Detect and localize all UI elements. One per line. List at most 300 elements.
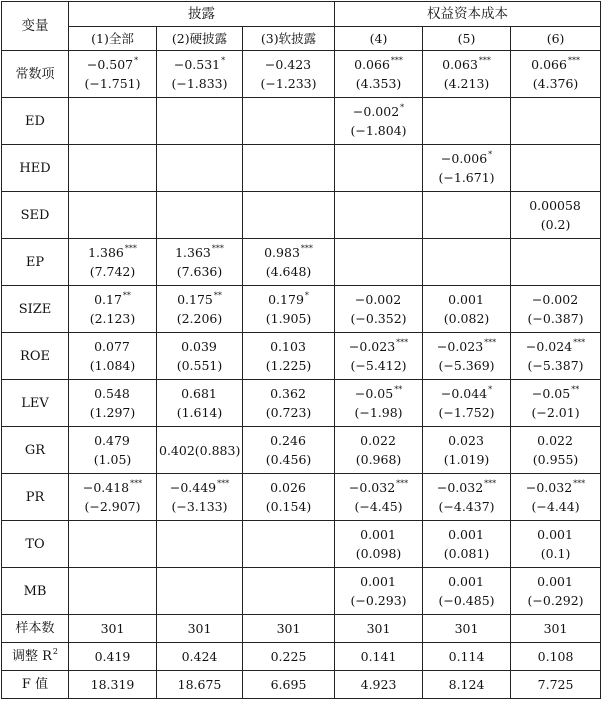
coefficient: −0.023 [436,339,484,354]
coefficient-line [71,478,154,497]
coefficient: −0.423 [264,57,312,72]
summary-value: 301 [423,615,511,643]
table-cell [157,568,243,615]
significance-stars: *** [124,244,137,253]
coefficient-line [159,337,240,356]
coefficient-line [513,196,598,215]
coefficient: 0.077 [94,339,130,354]
summary-label-text: 样本数 [15,621,55,636]
coefficient: 0.17 [94,292,122,307]
t-statistic: (−1.804) [350,123,407,138]
t-statistic: (0.723) [265,405,312,420]
t-statistic: (−0.293) [350,593,407,608]
table-cell [511,333,601,380]
coefficient: −0.449 [169,480,217,495]
t-statistic: (0.081) [443,546,490,561]
row-label: 常数项 [2,51,69,98]
significance-stars: *** [573,479,586,488]
summary-label-text: 调整 R [11,649,52,664]
coefficient: −0.032 [525,480,573,495]
coefficient-line [337,290,420,309]
summary-value: 301 [511,615,601,643]
coefficient-line [513,55,598,74]
t-statistic: (−4.45) [354,499,403,514]
cost-of-equity-group-header: 权益资本成本 [335,2,601,27]
significance-stars: * [134,56,139,65]
summary-value: 8.124 [423,671,511,699]
summary-value: 301 [69,615,157,643]
coefficient-line [71,337,154,356]
table-row [2,98,601,145]
coefficient: −0.002 [354,292,402,307]
row-label: PR [2,474,69,521]
coefficient-line [425,384,508,403]
t-statistic: (2.123) [89,311,136,326]
coefficient-line [71,243,154,262]
variable-header: 变量 [2,2,69,51]
coefficient-line [159,478,240,497]
coefficient-line [245,431,332,450]
coefficient-line [337,478,420,497]
coefficient: 0.066 [354,57,390,72]
table-cell [335,192,423,239]
table-cell [511,568,601,615]
coefficient: 0.001 [360,574,396,589]
significance-stars: ** [394,385,403,394]
column-header-4: (4) [335,27,423,51]
coefficient: 0.001 [360,527,396,542]
table-cell [511,427,601,474]
significance-stars: *** [484,338,497,347]
t-statistic: (7.636) [176,264,223,279]
table-cell [243,380,335,427]
coefficient: 0.479 [94,433,130,448]
t-statistic: (1.297) [89,405,136,420]
coefficient: 0.103 [270,339,306,354]
table-cell [335,286,423,333]
significance-stars: *** [211,244,224,253]
significance-stars: *** [484,479,497,488]
coefficient-line [513,525,598,544]
coefficient-line [71,431,154,450]
table-cell [335,333,423,380]
t-statistic: (0.551) [176,358,223,373]
significance-stars: *** [217,479,230,488]
table-body [2,51,601,699]
table-cell [423,380,511,427]
coefficient: 1.386 [88,245,124,260]
table-cell [69,51,157,98]
t-statistic: (−0.485) [438,593,495,608]
table-cell [335,568,423,615]
table-cell [69,286,157,333]
coefficient: 0.175 [177,292,213,307]
coefficient: 0.039 [181,339,217,354]
table-cell [423,239,511,286]
table-row [2,192,601,239]
table-cell [423,192,511,239]
table-cell [157,333,243,380]
coefficient: −0.531 [173,57,221,72]
table-cell [335,239,423,286]
significance-stars: *** [130,479,143,488]
table-cell [243,145,335,192]
coefficient-line [425,337,508,356]
coefficient-line [513,478,598,497]
significance-stars: *** [390,56,403,65]
table-cell [335,51,423,98]
t-statistic: (4.213) [443,76,490,91]
table-cell [423,568,511,615]
significance-stars: * [221,56,226,65]
table-cell [511,521,601,568]
coefficient: 0.001 [448,574,484,589]
table-cell [335,521,423,568]
row-label: EP [2,239,69,286]
table-cell [243,568,335,615]
significance-stars: * [304,291,309,300]
table-cell [335,427,423,474]
row-label: SED [2,192,69,239]
table-cell [69,427,157,474]
inline-value: 0.402(0.883) [159,442,241,458]
coefficient-line [425,572,508,591]
table-row [2,380,601,427]
significance-stars: *** [396,338,409,347]
table-cell [243,286,335,333]
table-cell [157,51,243,98]
t-statistic: (1.05) [93,452,132,467]
coefficient: 1.363 [175,245,211,260]
coefficient-line [245,55,332,74]
summary-row [2,671,601,699]
coefficient: −0.002 [531,292,579,307]
table-cell [69,98,157,145]
summary-value: 0.114 [423,643,511,671]
table-cell [157,145,243,192]
table-cell [243,192,335,239]
coefficient-line [513,384,598,403]
t-statistic: (0.2) [540,217,571,232]
t-statistic: (−5.387) [527,358,584,373]
coefficient: 0.983 [264,245,300,260]
t-statistic: (−1.671) [438,170,495,185]
coefficient-line [513,572,598,591]
table-cell [335,98,423,145]
table-cell [157,98,243,145]
coefficient: −0.044 [440,386,488,401]
summary-label [2,671,69,699]
coefficient: 0.246 [270,433,306,448]
table-cell [511,51,601,98]
t-statistic: (−1.833) [171,76,228,91]
coefficient-line [513,337,598,356]
coefficient: 0.066 [531,57,567,72]
table-cell [423,521,511,568]
summary-value: 0.141 [335,643,423,671]
t-statistic: (1.614) [176,405,223,420]
coefficient-line [71,55,154,74]
coefficient: 0.001 [537,527,573,542]
summary-row [2,615,601,643]
t-statistic: (−1.233) [260,76,317,91]
table-cell [69,521,157,568]
coefficient: 0.001 [448,292,484,307]
table-cell [157,427,243,474]
coefficient-line [159,55,240,74]
t-statistic: (−1.751) [84,76,141,91]
table-cell [69,192,157,239]
row-label: GR [2,427,69,474]
table-cell [157,521,243,568]
coefficient-line [245,478,332,497]
summary-value: 301 [335,615,423,643]
coefficient: −0.032 [436,480,484,495]
disclosure-group-header: 披露 [69,2,335,27]
table-cell [511,192,601,239]
summary-label [2,615,69,643]
t-statistic: (2.206) [176,311,223,326]
table-cell [69,380,157,427]
t-statistic: (1.084) [89,358,136,373]
coefficient-line [337,384,420,403]
table-cell [335,474,423,521]
table-cell [157,286,243,333]
coefficient-line [159,384,240,403]
coefficient: 0.179 [268,292,304,307]
coefficient-line [245,243,332,262]
column-header-1: (1)全部 [69,27,157,51]
table-cell [69,333,157,380]
summary-value: 301 [157,615,243,643]
significance-stars: * [488,385,493,394]
table-row [2,521,601,568]
t-statistic: (−0.387) [527,311,584,326]
coefficient-line [337,337,420,356]
t-statistic: (−4.44) [531,499,580,514]
summary-label-text: F 值 [21,677,49,692]
coefficient: −0.024 [525,339,573,354]
table-row [2,474,601,521]
summary-value: 0.424 [157,643,243,671]
table-cell [157,474,243,521]
t-statistic: (1.019) [443,452,490,467]
row-label: SIZE [2,286,69,333]
summary-value: 7.725 [511,671,601,699]
table-cell [243,521,335,568]
coefficient: 0.00058 [529,198,581,213]
coefficient: −0.507 [86,57,134,72]
table-cell [157,239,243,286]
significance-stars: *** [396,479,409,488]
coefficient-line [513,431,598,450]
summary-value: 0.419 [69,643,157,671]
coefficient-line [425,55,508,74]
coefficient: 0.063 [442,57,478,72]
row-label: LEV [2,380,69,427]
row-label: TO [2,521,69,568]
table-cell [243,239,335,286]
coefficient-line [337,102,420,121]
column-header-3: (3)软披露 [243,27,335,51]
table-cell [423,145,511,192]
coefficient-line [71,290,154,309]
coefficient-line [513,290,598,309]
coefficient: 0.681 [181,386,217,401]
summary-value: 18.319 [69,671,157,699]
coefficient: −0.05 [354,386,394,401]
t-statistic: (0.968) [355,452,402,467]
coefficient-line [337,55,420,74]
table-cell [69,568,157,615]
t-statistic: (−1.752) [438,405,495,420]
coefficient: 0.022 [537,433,573,448]
significance-stars: * [400,103,405,112]
table-row [2,239,601,286]
t-statistic: (−2.01) [531,405,580,420]
table-cell [423,51,511,98]
table-row [2,51,601,98]
row-label: MB [2,568,69,615]
table-cell [423,474,511,521]
t-statistic: (0.154) [265,499,312,514]
coefficient-line [245,337,332,356]
table-cell [243,427,335,474]
table-cell [69,239,157,286]
row-label: HED [2,145,69,192]
significance-stars: * [488,150,493,159]
table-row [2,568,601,615]
table-cell [69,145,157,192]
coefficient: 0.026 [270,480,306,495]
t-statistic: (4.353) [355,76,402,91]
significance-stars: *** [478,56,491,65]
column-header-2: (2)硬披露 [157,27,243,51]
significance-stars: ** [122,291,131,300]
table-cell [243,333,335,380]
coefficient: 0.548 [94,386,130,401]
row-label: ROE [2,333,69,380]
coefficient-line [71,384,154,403]
summary-label [2,643,69,671]
coefficient-line [425,478,508,497]
table-cell [243,98,335,145]
t-statistic: (1.225) [265,358,312,373]
t-statistic: (0.955) [532,452,579,467]
summary-value: 301 [243,615,335,643]
summary-value: 6.695 [243,671,335,699]
t-statistic: (−1.98) [354,405,403,420]
table-cell [157,192,243,239]
significance-stars: *** [567,56,580,65]
coefficient-line [245,384,332,403]
significance-stars: ** [213,291,222,300]
coefficient: −0.05 [531,386,571,401]
significance-stars: ** [571,385,580,394]
t-statistic: (−4.437) [438,499,495,514]
t-statistic: (−2.907) [84,499,141,514]
table-cell [335,380,423,427]
summary-value: 0.225 [243,643,335,671]
coefficient: −0.032 [348,480,396,495]
column-header-6: (6) [511,27,601,51]
coefficient-line [425,290,508,309]
table-cell [511,98,601,145]
t-statistic: (4.648) [265,264,312,279]
coefficient-line [159,243,240,262]
coefficient-line [337,525,420,544]
table-cell [69,474,157,521]
table-row [2,427,601,474]
coefficient-line [425,525,508,544]
table-cell [423,98,511,145]
coefficient-line [245,290,332,309]
coefficient: 0.001 [537,574,573,589]
regression-table [1,1,601,699]
table-cell [511,145,601,192]
table-cell [511,239,601,286]
table-cell [511,474,601,521]
table-row [2,145,601,192]
coefficient: −0.006 [440,151,488,166]
table-cell [423,427,511,474]
table-cell [423,333,511,380]
table-cell [423,286,511,333]
table-row [2,286,601,333]
coefficient-line [337,431,420,450]
coefficient-line [425,431,508,450]
summary-value: 18.675 [157,671,243,699]
table-cell [157,380,243,427]
table-row [2,333,601,380]
t-statistic: (0.082) [443,311,490,326]
t-statistic: (−3.133) [171,499,228,514]
t-statistic: (4.376) [532,76,579,91]
t-statistic: (0.1) [540,546,571,561]
coefficient-line [425,149,508,168]
t-statistic: (0.098) [355,546,402,561]
table-cell [511,286,601,333]
coefficient: 0.001 [448,527,484,542]
coefficient: −0.002 [352,104,400,119]
significance-stars: *** [300,244,313,253]
coefficient: 0.023 [448,433,484,448]
summary-row [2,643,601,671]
t-statistic: (7.742) [89,264,136,279]
summary-value: 0.108 [511,643,601,671]
t-statistic: (1.905) [265,311,312,326]
table-cell [335,145,423,192]
table-cell [511,380,601,427]
summary-label-superscript: 2 [52,647,58,656]
coefficient-line [337,572,420,591]
t-statistic: (−5.369) [438,358,495,373]
coefficient: −0.023 [348,339,396,354]
t-statistic: (0.456) [265,452,312,467]
row-label: ED [2,98,69,145]
coefficient: 0.022 [360,433,396,448]
significance-stars: *** [573,338,586,347]
coefficient: 0.362 [270,386,306,401]
table-cell [243,51,335,98]
t-statistic: (−0.352) [350,311,407,326]
t-statistic: (−0.292) [527,593,584,608]
summary-value: 4.923 [335,671,423,699]
table-cell [243,474,335,521]
column-header-5: (5) [423,27,511,51]
coefficient-line [159,290,240,309]
coefficient: −0.418 [82,480,130,495]
